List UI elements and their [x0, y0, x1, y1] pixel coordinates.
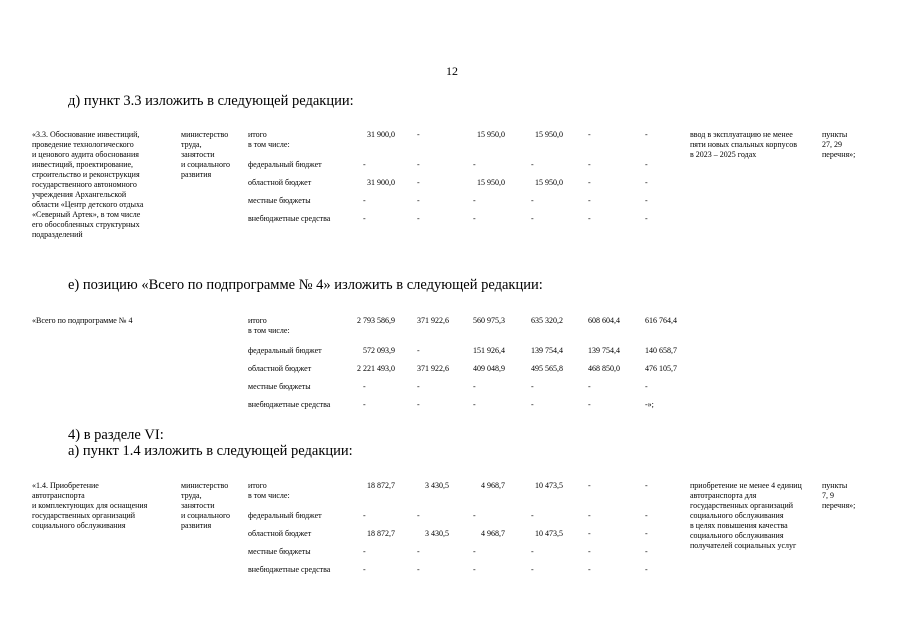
cell-value: - [645, 130, 648, 139]
cell-value: 3 430,5 [425, 529, 449, 538]
cell-value: - [645, 160, 648, 169]
cell-value: - [531, 511, 534, 520]
cell-value: 371 922,6 [417, 316, 449, 325]
cell-value: 616 764,4 [645, 316, 677, 325]
cell-value: - [588, 481, 591, 490]
cell-value: - [417, 400, 420, 409]
cell-value: - [363, 511, 366, 520]
cell-value: - [645, 382, 648, 391]
cell-value: - [417, 511, 420, 520]
cell-value: 139 754,4 [588, 346, 620, 355]
cell-value: 31 900,0 [367, 130, 395, 139]
heading-d: д) пункт 3.3 изложить в следующей редакции: [68, 93, 354, 109]
cell-value: - [588, 529, 591, 538]
cell-value: - [473, 400, 476, 409]
cell-value: 572 093,9 [363, 346, 395, 355]
cell-value: - [531, 160, 534, 169]
cell-value: 18 872,7 [367, 529, 395, 538]
row-label: федеральный бюджет [248, 346, 322, 355]
row-label: итого в том числе: [248, 130, 290, 149]
cell-value: 468 850,0 [588, 364, 620, 373]
cell-value: - [645, 511, 648, 520]
measure-name: «1.4. Приобретение автотранспорта и комплектующих для оснащения государственных организаций социального обслуживания [32, 481, 148, 530]
cell-value: - [363, 214, 366, 223]
cell-value: 4 968,7 [481, 481, 505, 490]
expected-result: ввод в эксплуатацию не менее пяти новых спальных корпусов в 2023 – 2025 годах [690, 130, 798, 159]
cell-value: 151 926,4 [473, 346, 505, 355]
cell-value: - [473, 511, 476, 520]
row-label: областной бюджет [248, 529, 312, 538]
measure-name: «Всего по подпрограмме № 4 [32, 316, 133, 325]
cell-value: - [417, 346, 420, 355]
expected-result: приобретение не менее 4 единиц автотранспорта для государственных организаций социального обслуживания в целях повышения качества социального обслуживания получателей социальных услуг [690, 481, 802, 550]
heading-a: а) пункт 1.4 изложить в следующей редакции: [68, 443, 353, 459]
heading-e: е) позицию «Всего по подпрограмме № 4» изложить в следующей редакции: [68, 277, 543, 293]
cell-value: - [531, 400, 534, 409]
row-label: итого в том числе: [248, 481, 290, 500]
cell-value: 139 754,4 [531, 346, 563, 355]
row-label: областной бюджет [248, 364, 312, 373]
row-label: федеральный бюджет [248, 511, 322, 520]
cell-value: 31 900,0 [367, 178, 395, 187]
cell-value: - [645, 214, 648, 223]
cell-value: 371 922,6 [417, 364, 449, 373]
cell-value: - [363, 400, 366, 409]
row-label: федеральный бюджет [248, 160, 322, 169]
cell-value: - [645, 547, 648, 556]
cell-value: - [531, 196, 534, 205]
cell-value: 10 473,5 [535, 481, 563, 490]
measure-name: «3.3. Обоснование инвестиций, проведение технологического и ценового аудита обоснования инвестиций, проектирование, строительство и реконструкция государственного автономного учреждения Архангельской области «Центр детского отдыха «Северный Артек», в том числе его обособленных структурных подразделений [32, 130, 144, 239]
cell-value: 4 968,7 [481, 529, 505, 538]
cell-value: 15 950,0 [477, 178, 505, 187]
cell-value: 18 872,7 [367, 481, 395, 490]
cell-value: - [473, 196, 476, 205]
cell-value: 409 048,9 [473, 364, 505, 373]
row-label: местные бюджеты [248, 382, 311, 391]
cell-value: - [363, 160, 366, 169]
cell-value: - [588, 160, 591, 169]
cell-value: - [588, 565, 591, 574]
cell-value: - [363, 547, 366, 556]
cell-value: 495 565,8 [531, 364, 563, 373]
heading-section-4: 4) в разделе VI: [68, 427, 164, 443]
cell-value: - [645, 196, 648, 205]
row-label: областной бюджет [248, 178, 312, 187]
cell-value: 15 950,0 [535, 130, 563, 139]
cell-value: 10 473,5 [535, 529, 563, 538]
cell-value: - [473, 547, 476, 556]
cell-value: - [645, 529, 648, 538]
row-label: внебюджетные средства [248, 400, 331, 409]
cell-value: - [417, 547, 420, 556]
cell-value: - [531, 547, 534, 556]
cell-value: 2 221 493,0 [357, 364, 395, 373]
cell-value: - [363, 196, 366, 205]
cell-value: - [473, 214, 476, 223]
cell-value: - [588, 511, 591, 520]
cell-value: 476 105,7 [645, 364, 677, 373]
cell-value: - [417, 565, 420, 574]
reference-link: пункты 27, 29 перечня»; [822, 130, 856, 159]
cell-value: - [473, 565, 476, 574]
cell-value: 2 793 586,9 [357, 316, 395, 325]
cell-value: - [588, 400, 591, 409]
cell-value: - [417, 382, 420, 391]
row-label: внебюджетные средства [248, 214, 331, 223]
cell-value: - [588, 382, 591, 391]
cell-value: - [645, 178, 648, 187]
cell-value: - [417, 178, 420, 187]
cell-value: - [417, 196, 420, 205]
cell-value: - [645, 481, 648, 490]
cell-value: - [417, 160, 420, 169]
cell-value: - [588, 178, 591, 187]
reference-link: пункты 7, 9 перечня»; [822, 481, 856, 510]
cell-value: - [588, 214, 591, 223]
cell-value: - [588, 547, 591, 556]
row-label: местные бюджеты [248, 196, 311, 205]
cell-value: 635 320,2 [531, 316, 563, 325]
cell-value: - [417, 214, 420, 223]
cell-value: - [417, 130, 420, 139]
cell-value: - [363, 382, 366, 391]
cell-value: - [588, 196, 591, 205]
cell-value: 140 658,7 [645, 346, 677, 355]
cell-value: - [531, 214, 534, 223]
row-label: внебюджетные средства [248, 565, 331, 574]
cell-value: - [645, 565, 648, 574]
cell-value: - [588, 130, 591, 139]
cell-value: - [531, 565, 534, 574]
page-number: 12 [446, 64, 458, 78]
row-label: итого в том числе: [248, 316, 290, 335]
cell-value: 15 950,0 [535, 178, 563, 187]
cell-value: - [363, 565, 366, 574]
cell-value: 608 604,4 [588, 316, 620, 325]
cell-value: 15 950,0 [477, 130, 505, 139]
cell-value: 3 430,5 [425, 481, 449, 490]
row-label: местные бюджеты [248, 547, 311, 556]
cell-value: -»; [645, 400, 654, 409]
cell-value: - [531, 382, 534, 391]
executor: министерство труда, занятости и социального развития [181, 130, 231, 179]
executor: министерство труда, занятости и социального развития [181, 481, 231, 530]
cell-value: 560 975,3 [473, 316, 505, 325]
cell-value: - [473, 382, 476, 391]
cell-value: - [473, 160, 476, 169]
